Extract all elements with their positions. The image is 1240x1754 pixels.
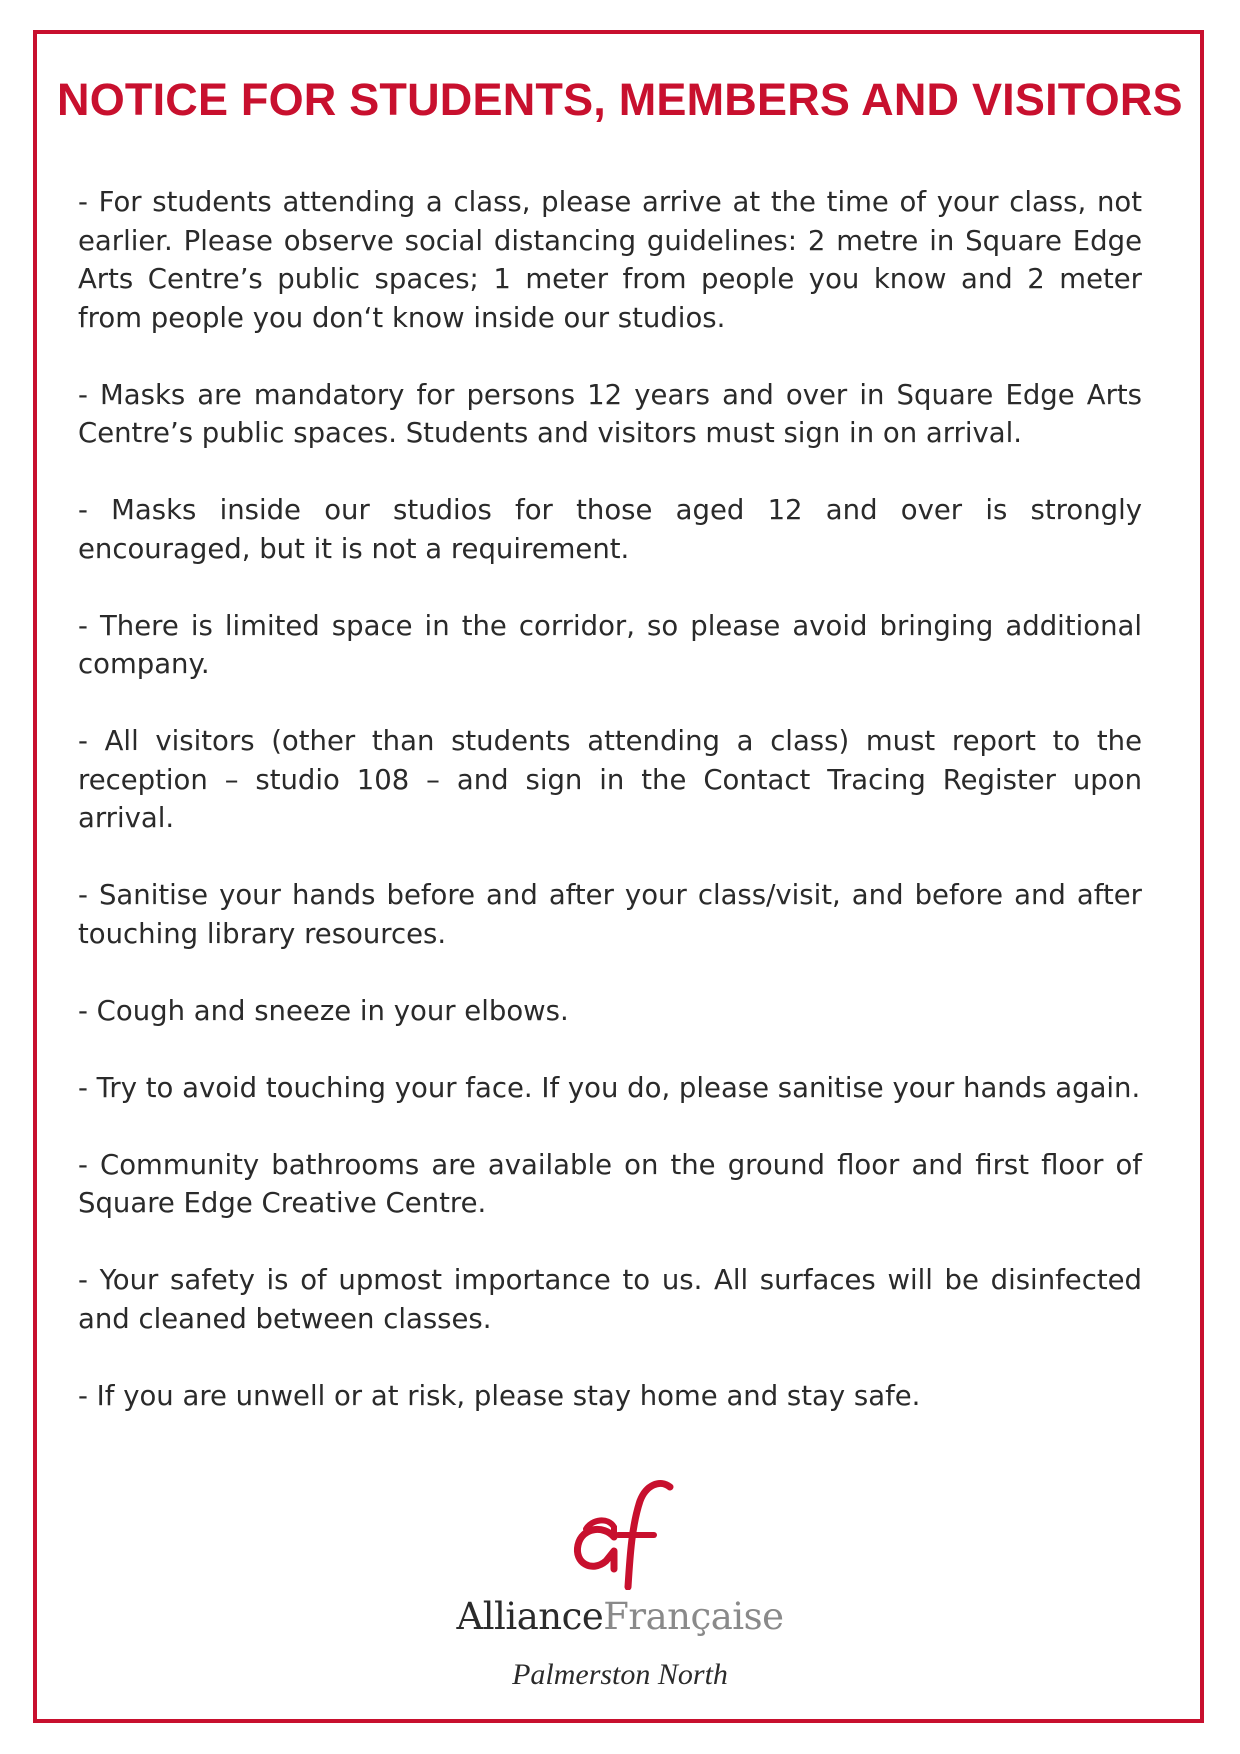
- notice-item: - Cough and sneeze in your elbows.: [78, 994, 569, 1027]
- notice-item: - If you are unwell or at risk, please stay home and stay safe.: [78, 1379, 921, 1412]
- af-logo-mark: [570, 1475, 680, 1590]
- notice-item: - There is limited space in the corridor, so please avoid bringing additional company.: [78, 609, 1142, 680]
- logo-wordmark: [420, 1593, 820, 1641]
- logo-word-alliance: Alliance: [456, 1595, 604, 1638]
- notice-item: - Masks inside our studios for those aged 12 and over is strongly encouraged, but it is not a requirement.: [78, 494, 1142, 565]
- notice-item: - Your safety is of upmost importance to us. All surfaces will be disinfected and cleaned between classes.: [78, 1264, 1142, 1335]
- notice-item: - Sanitise your hands before and after your class/visit, and before and after touching library resources.: [78, 879, 1142, 950]
- notice-item: - Masks are mandatory for persons 12 years and over in Square Edge Arts Centre’s public spaces. Students and visitors must sign in on arrival.: [78, 378, 1142, 449]
- notice-item: - All visitors (other than students attending a class) must report to the reception – studio 108 – and sign in the Contact Tracing Register upon arrival.: [78, 725, 1142, 834]
- alliance-francaise-logo: [420, 1475, 820, 1695]
- notice-item: - Community bathrooms are available on the ground floor and first floor of Square Edge Creative Centre.: [78, 1148, 1142, 1219]
- notice-item: - For students attending a class, please arrive at the time of your class, not earlier. Please observe social distancing guidelines: 2 metre in Square Edge Arts Centre’s public spaces; 1 meter from people you know and 2 meter from people you don‘t know inside our studios.: [78, 186, 1142, 334]
- logo-city: Palmerston North: [512, 1658, 728, 1691]
- logo-word-francaise: Française: [603, 1595, 784, 1638]
- notice-item: - Try to avoid touching your face. If you do, please sanitise your hands again.: [78, 1071, 1141, 1104]
- notice-title: NOTICE FOR STUDENTS, MEMBERS AND VISITORS: [57, 74, 1183, 125]
- notice-items: [78, 183, 1142, 1454]
